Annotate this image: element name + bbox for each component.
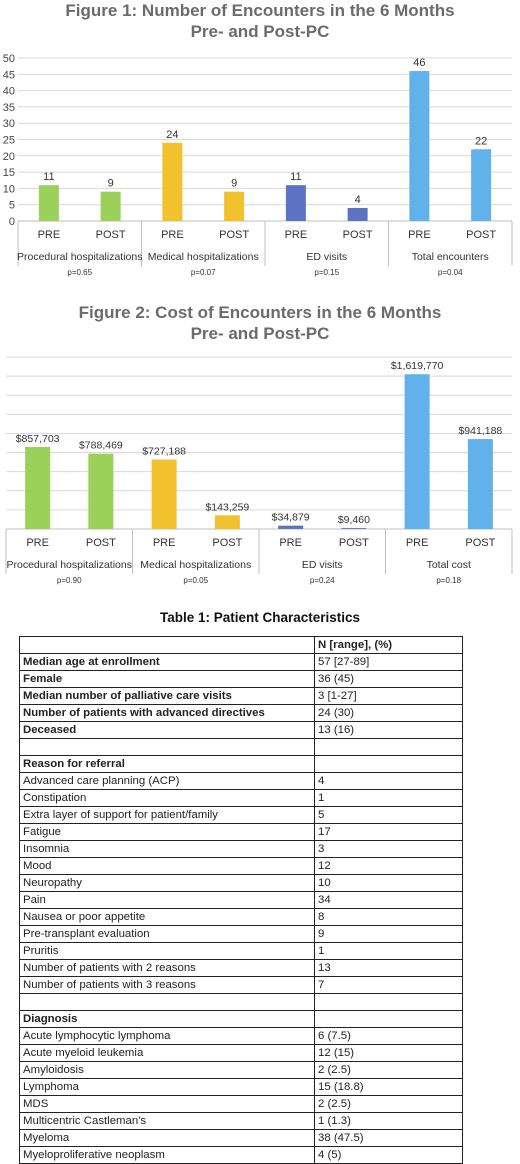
table-cell-label	[20, 637, 315, 654]
table-cell-value: N [range], (%)	[315, 637, 463, 654]
table-cell-value: 2 (2.5)	[315, 1096, 463, 1113]
figure1-group-label: Procedural hospitalizations	[17, 251, 143, 263]
table-cell-value: 4 (5)	[315, 1147, 463, 1164]
figure1-bar	[471, 149, 491, 221]
figure1-ytick-label: 15	[2, 167, 15, 180]
table-cell-value: 4	[315, 773, 463, 790]
table-cell-label: Neuropathy	[20, 875, 315, 892]
table-cell-label: Median number of palliative care visits	[20, 688, 315, 705]
figure2-bar	[468, 439, 493, 529]
figure1-ytick-label: 50	[2, 53, 15, 65]
figure1-ytick-label: 25	[2, 134, 15, 147]
figure1-ytick-label: 5	[8, 199, 15, 212]
table-cell-value	[315, 756, 463, 773]
table-cell-value: 10	[315, 875, 463, 892]
figure1-ytick-label: 40	[2, 85, 15, 98]
figure1-bar	[348, 208, 368, 221]
table-cell-label: Pruritis	[20, 943, 315, 960]
figure2-group-label: Procedural hospitalizations	[6, 559, 132, 571]
table-cell-label: Insomnia	[20, 841, 315, 858]
table-row	[20, 688, 463, 705]
table-row	[20, 824, 463, 841]
figure1-category-label: PRE	[37, 229, 61, 241]
table-cell-label: Fatigue	[20, 824, 315, 841]
figure2-p-value: p=0.18	[436, 576, 462, 585]
table-cell-label: Number of patients with 3 reasons	[20, 977, 315, 994]
figure2-bar	[152, 460, 177, 529]
table-cell-value: 1 (1.3)	[315, 1113, 463, 1130]
table-row	[20, 841, 463, 858]
figure2-bar	[25, 447, 50, 529]
table-cell-label	[20, 994, 315, 1011]
figure1-category-label: POST	[342, 229, 373, 241]
figure1-data-label: 11	[290, 171, 302, 184]
table-row	[20, 943, 463, 960]
patient-characteristics-table	[19, 636, 463, 1164]
table-cell-value: 7	[315, 977, 463, 994]
table-cell-value: 36 (45)	[315, 671, 463, 688]
figure1-chart	[0, 44, 520, 304]
table-cell-value: 38 (47.5)	[315, 1130, 463, 1147]
table-row	[20, 790, 463, 807]
table-row	[20, 960, 463, 977]
table-cell-label: Extra layer of support for patient/family	[20, 807, 315, 824]
table-row	[20, 994, 463, 1011]
figure1-title-line2: Pre- and Post-PC	[190, 22, 330, 41]
figure1-ytick-label: 20	[2, 150, 15, 163]
table-row	[20, 637, 463, 654]
figure2-bar	[88, 454, 113, 529]
figure2-category-label: POST	[212, 537, 243, 549]
table-cell-value	[315, 739, 463, 756]
table-cell-value: 1	[315, 790, 463, 807]
figure1-bar	[101, 192, 121, 221]
figure1-p-value: p=0.07	[190, 268, 216, 277]
figure2-category-label: PRE	[405, 537, 429, 549]
table-cell-label: Pre-transplant evaluation	[20, 926, 315, 943]
table-cell-label: Amyloidosis	[20, 1062, 315, 1079]
figure1-title-line1: Figure 1: Number of Encounters in the 6 Months	[65, 1, 455, 20]
figure1-bar	[224, 192, 244, 221]
table-row	[20, 722, 463, 739]
table-cell-label: Mood	[20, 858, 315, 875]
figure1-p-value: p=0.15	[314, 268, 340, 277]
figure2-title-line2: Pre- and Post-PC	[190, 324, 330, 343]
figure1-category-label: POST	[95, 229, 126, 241]
table-row	[20, 1130, 463, 1147]
table-row	[20, 1045, 463, 1062]
figure1-bar	[162, 143, 182, 221]
figure2-group-label: Medical hospitalizations	[140, 559, 252, 571]
figure1-group-label: ED visits	[306, 251, 348, 263]
figure2-data-label: $788,469	[78, 439, 123, 452]
table-row	[20, 1113, 463, 1130]
figure1-group-label: Total encounters	[411, 251, 489, 263]
figure1-p-value: p=0.04	[437, 268, 463, 277]
figure2-data-label: $727,188	[142, 445, 187, 458]
figure2-data-label: $34,879	[271, 511, 310, 524]
figure1-data-label: 22	[475, 135, 488, 148]
table-cell-label: Median age at enrollment	[20, 654, 315, 671]
figure1-p-value: p=0.65	[67, 268, 93, 277]
table-cell-label: MDS	[20, 1096, 315, 1113]
table-cell-label: Diagnosis	[20, 1011, 315, 1028]
table-row	[20, 1011, 463, 1028]
figure1-data-label: 4	[354, 193, 361, 206]
figure2-group-label: ED visits	[301, 559, 343, 571]
table-row	[20, 654, 463, 671]
figure2-data-label: $857,703	[15, 433, 60, 446]
table-cell-value: 57 [27-89]	[315, 654, 463, 671]
table-cell-value	[315, 994, 463, 1011]
figure1-bar	[286, 185, 306, 221]
figure2-bar	[341, 528, 366, 529]
table-cell-value: 13	[315, 960, 463, 977]
table-row	[20, 773, 463, 790]
figure1-data-label: 11	[43, 171, 55, 184]
figure1-title	[0, 0, 520, 42]
table1-title: Table 1: Patient Characteristics	[159, 610, 361, 625]
table-cell-label: Pain	[20, 892, 315, 909]
table-cell-label: Female	[20, 671, 315, 688]
figure2-data-label: $1,619,770	[390, 360, 444, 373]
table-cell-value: 2 (2.5)	[315, 1062, 463, 1079]
figure2-title	[0, 302, 520, 344]
figure1-ytick-label: 45	[2, 69, 15, 82]
table-cell-label: Number of patients with 2 reasons	[20, 960, 315, 977]
table-cell-label: Reason for referral	[20, 756, 315, 773]
figure2-category-label: PRE	[152, 537, 176, 549]
figure1-ytick-label: 35	[2, 101, 15, 114]
table-row	[20, 977, 463, 994]
figure1-category-label: PRE	[284, 229, 308, 241]
figure2-category-label: POST	[338, 537, 369, 549]
table-cell-label: Acute myeloid leukemia	[20, 1045, 315, 1062]
figure1-category-label: PRE	[161, 229, 184, 241]
figure1-ytick-label: 0	[8, 216, 15, 228]
figure1-data-label: 9	[231, 177, 238, 190]
table-cell-label: Nausea or poor appetite	[20, 909, 315, 926]
table-row	[20, 1147, 463, 1164]
table-row	[20, 1062, 463, 1079]
figure2-p-value: p=0.24	[309, 576, 335, 585]
table-cell-value: 3 [1-27]	[315, 688, 463, 705]
table-cell-label: Deceased	[20, 722, 315, 739]
table-cell-label: Myeloma	[20, 1130, 315, 1147]
figure2-chart	[0, 345, 520, 595]
table-cell-label: Acute lymphocytic lymphoma	[20, 1028, 315, 1045]
table-cell-value: 9	[315, 926, 463, 943]
table-row	[20, 739, 463, 756]
figure1-category-label: POST	[219, 229, 250, 241]
table-cell-label	[20, 739, 315, 756]
table-row	[20, 1079, 463, 1096]
table-row	[20, 671, 463, 688]
table-cell-value: 5	[315, 807, 463, 824]
figure2-p-value: p=0.90	[56, 576, 82, 585]
table-cell-value: 34	[315, 892, 463, 909]
table-row	[20, 1028, 463, 1045]
table-cell-label: Number of patients with advanced directives	[20, 705, 315, 722]
table-cell-value: 13 (16)	[315, 722, 463, 739]
figure2-category-label: PRE	[279, 537, 302, 549]
table-cell-label: Advanced care planning (ACP)	[20, 773, 315, 790]
table-cell-value: 17	[315, 824, 463, 841]
table-cell-label: Multicentric Castleman's	[20, 1113, 315, 1130]
figure1-category-label: POST	[466, 229, 497, 241]
figure2-data-label: $143,259	[205, 501, 250, 514]
figure1-ytick-label: 10	[2, 183, 15, 196]
table-row	[20, 926, 463, 943]
table-row	[20, 705, 463, 722]
figure1-category-label: PRE	[408, 229, 431, 241]
figure1-data-label: 46	[413, 57, 426, 70]
figure2-group-label: Total cost	[426, 559, 471, 571]
figure2-bar	[278, 526, 303, 529]
table-cell-value	[315, 1011, 463, 1028]
figure1-bar	[409, 71, 429, 221]
figure2-bar	[405, 374, 430, 529]
table-row	[20, 1096, 463, 1113]
table-row	[20, 875, 463, 892]
figure2-data-label: $941,188	[458, 425, 503, 438]
table-cell-value: 3	[315, 841, 463, 858]
table-cell-value: 8	[315, 909, 463, 926]
figure1-ytick-label: 30	[2, 118, 15, 131]
figure2-title-line1: Figure 2: Cost of Encounters in the 6 Months	[78, 303, 442, 322]
figure2-category-label: POST	[465, 537, 496, 549]
figure1-bar	[39, 185, 59, 221]
table-cell-value: 12 (15)	[315, 1045, 463, 1062]
table-cell-label: Myeloproliferative neoplasm	[20, 1147, 315, 1164]
table-row	[20, 807, 463, 824]
table-row	[20, 892, 463, 909]
table-cell-value: 6 (7.5)	[315, 1028, 463, 1045]
table-cell-value: 24 (30)	[315, 705, 463, 722]
figure1-data-label: 9	[107, 177, 114, 190]
figure2-p-value: p=0.05	[183, 576, 209, 585]
table-cell-value: 12	[315, 858, 463, 875]
table-cell-label: Lymphoma	[20, 1079, 315, 1096]
table-row	[20, 756, 463, 773]
table-cell-label: Constipation	[20, 790, 315, 807]
table-cell-value: 15 (18.8)	[315, 1079, 463, 1096]
figure1-data-label: 24	[166, 128, 179, 141]
figure1-group-label: Medical hospitalizations	[147, 251, 259, 263]
figure2-category-label: POST	[85, 537, 116, 549]
figure2-category-label: PRE	[26, 537, 49, 549]
table-row	[20, 909, 463, 926]
figure2-data-label: $9,460	[337, 514, 370, 527]
table-row	[20, 858, 463, 875]
table-cell-value: 1	[315, 943, 463, 960]
figure2-bar	[215, 515, 240, 529]
